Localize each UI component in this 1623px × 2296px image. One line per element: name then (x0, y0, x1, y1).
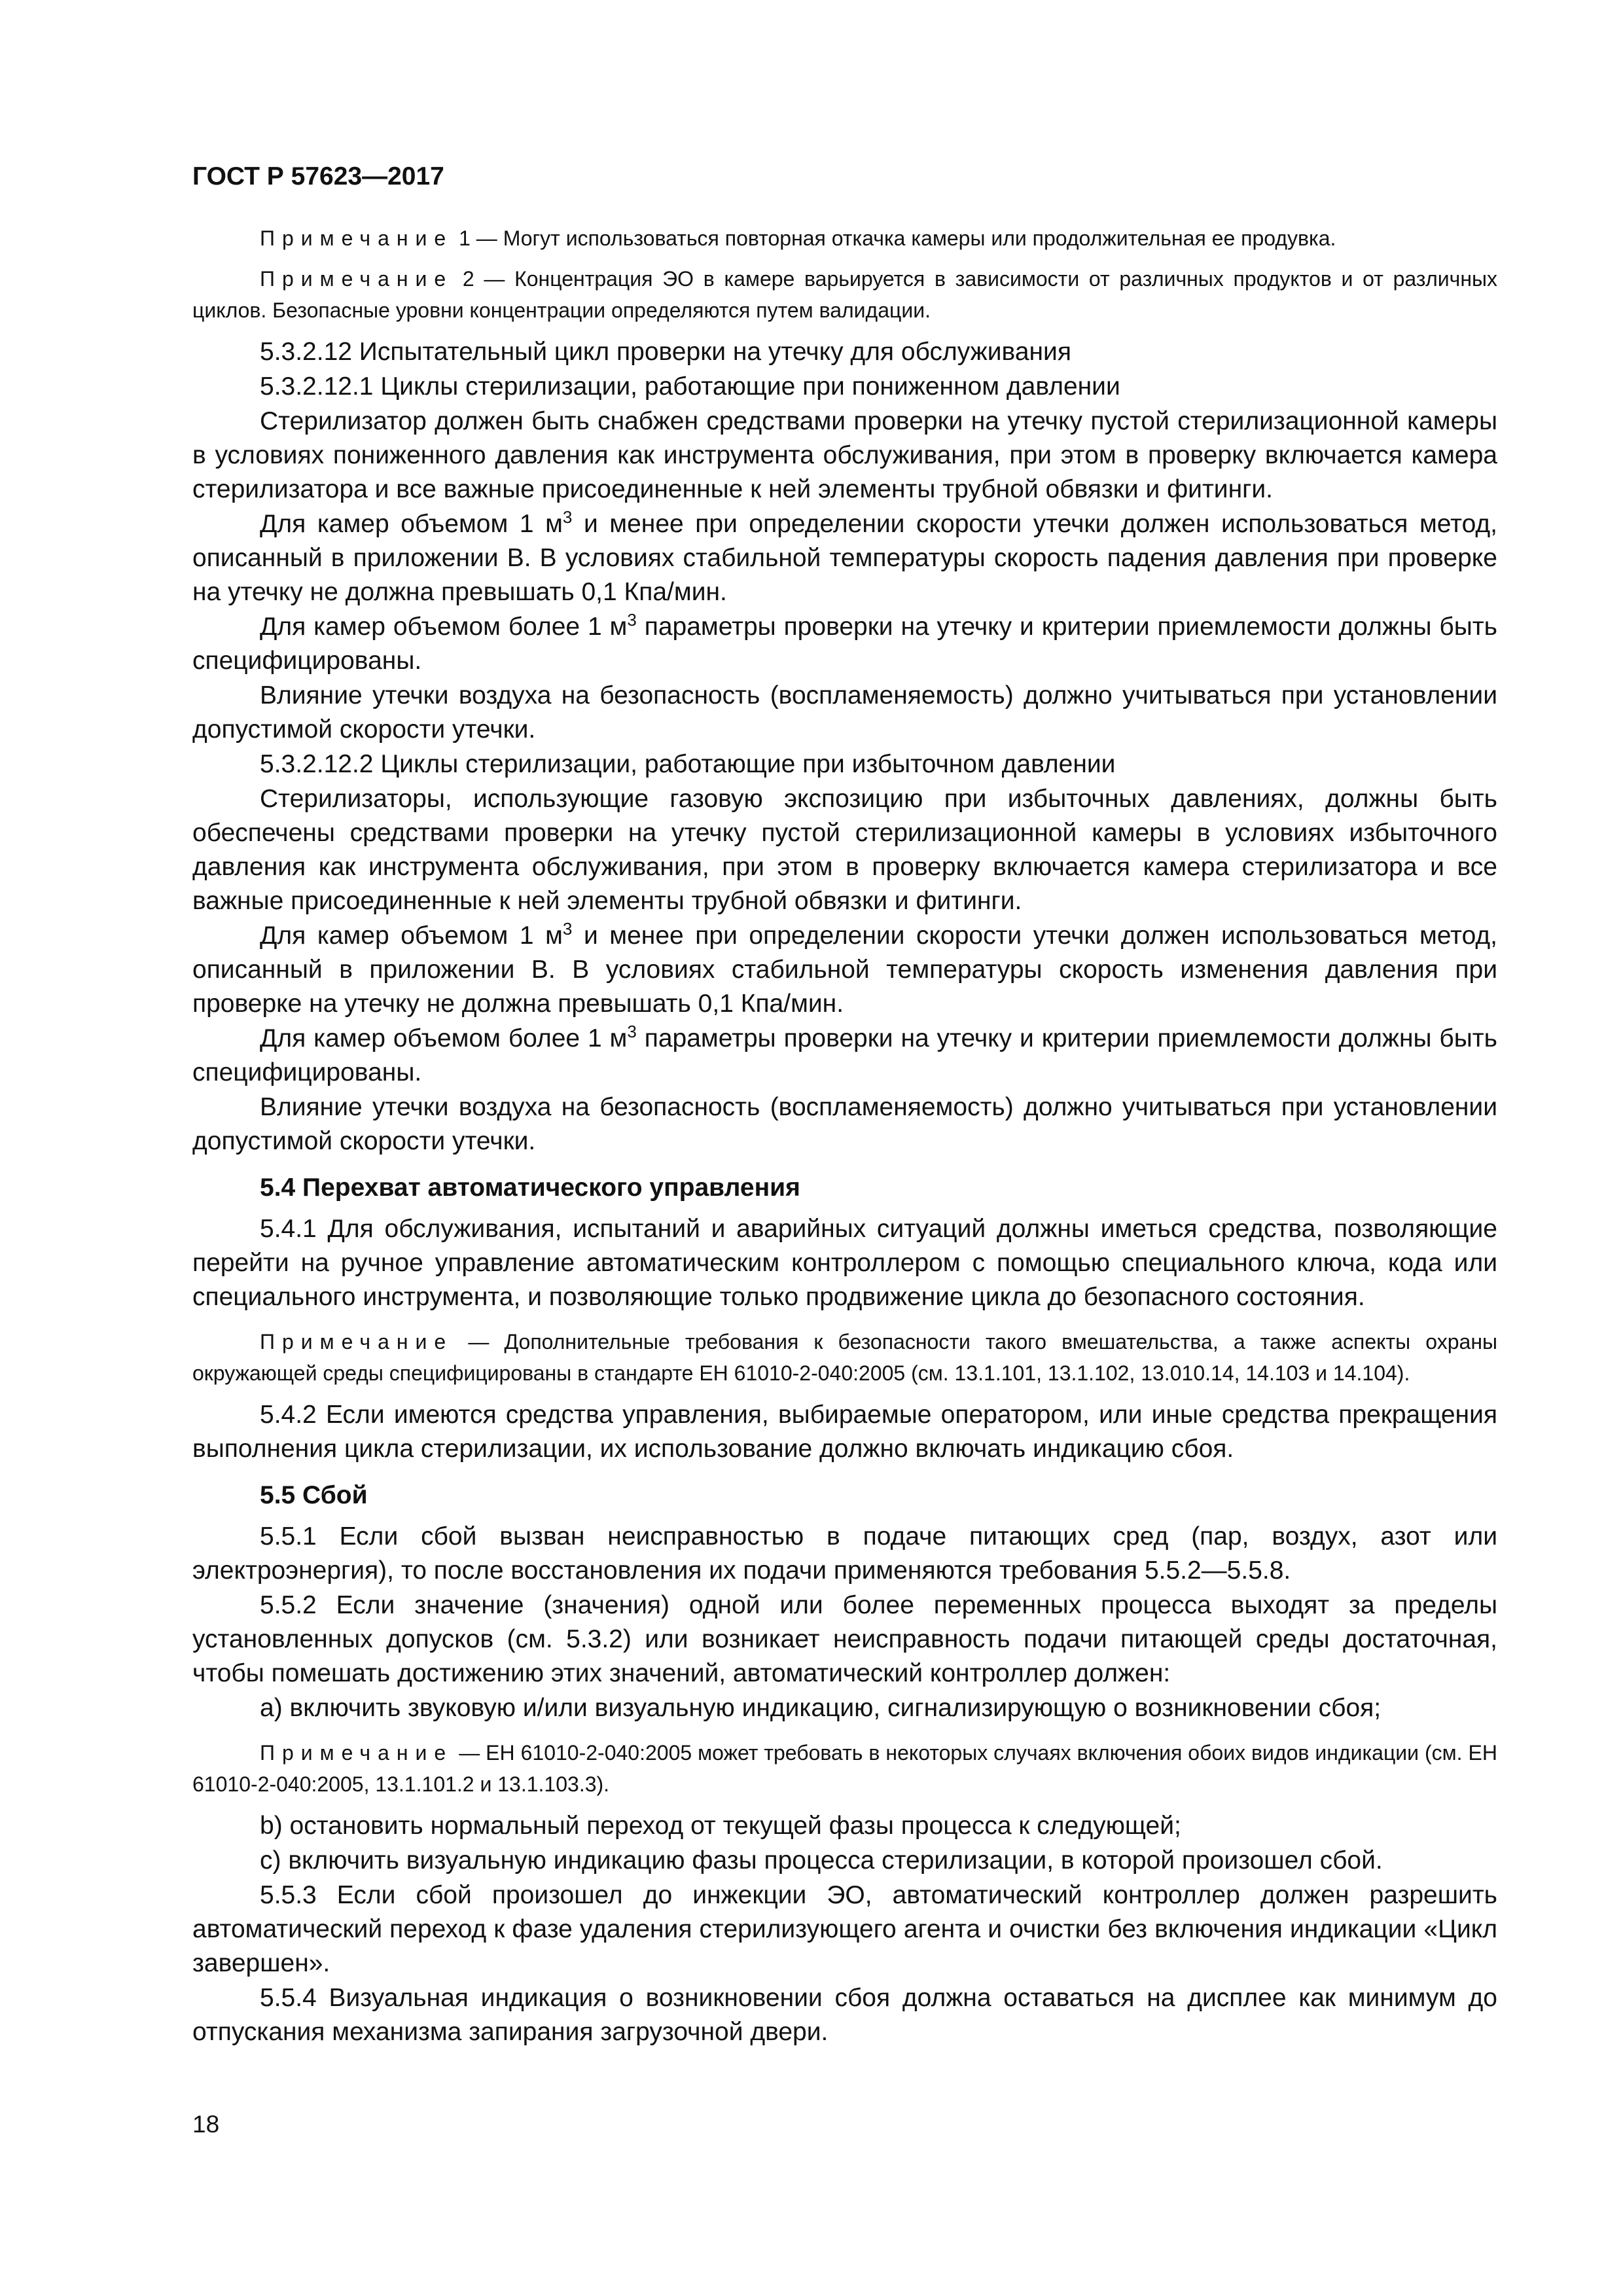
section-5-5-heading: 5.5 Сбой (260, 1481, 368, 1509)
clause-5-3-2-12-2-title: 5.3.2.12.2 Циклы стерилизации, работающие при избыточном давлении (260, 750, 1116, 778)
clause-5-5-2: 5.5.2 Если значение (значения) одной или более переменных процесса выходят за пределы установленных допусков (см. 5.3.2) или возникает неисправность подачи питающей среды достаточная, чтобы помешать достижению этих значений, автоматический контроллер должен: (192, 1591, 1497, 1687)
clause-5-4-2: 5.4.2 Если имеются средства управления, выбираемые оператором, или иные средства прекращения выполнения цикла стерилизации, их использование должно включать индикацию сбоя. (192, 1401, 1497, 1463)
note-5-4 (192, 1326, 1497, 1389)
clause-5-3-2-12-2-para-4: Влияние утечки воздуха на безопасность (воспламеняемость) должно учитываться при установлении допустимой скорости утечки. (192, 1093, 1497, 1155)
clause-5-3-2-12-1-title: 5.3.2.12.1 Циклы стерилизации, работающие при пониженном давлении (260, 372, 1120, 401)
clause-5-4-1: 5.4.1 Для обслуживания, испытаний и аварийных ситуаций должны иметься средства, позволяющие перейти на ручное управление автоматическим контроллером с помощью специального ключа, кода или специального инструмента, и позволяющие только продвижение цикла до безопасного состояния. (192, 1215, 1497, 1311)
clause-5-5-1: 5.5.1 Если сбой вызван неисправностью в подаче питающих сред (пар, воздух, азот или электроэнергия), то после восстановления их подачи применяются требования 5.5.2—5.5.8. (192, 1522, 1497, 1585)
note-1 (192, 223, 1497, 254)
list-item-b: b) остановить нормальный переход от текущей фазы процесса к следующей; (260, 1812, 1181, 1840)
list-item-a: а) включить звуковую и/или визуальную индикацию, сигнализирующую о возникновении сбоя; (260, 1694, 1382, 1722)
clause-5-3-2-12-1-para-2: Для камер объемом 1 $м^3$ и менее при определении скорости утечки должен использоваться метод, описанный в приложении В. В условиях стабильной температуры скорость падения давления при проверке на утечку не должна превышать 0,1 Кпа/мин. (192, 507, 1497, 606)
note-text: 1 — Могут использоваться повторная откачка камеры или продолжительная ее продувка. (453, 226, 1336, 250)
note-2 (192, 263, 1497, 326)
list-item-c: с) включить визуальную индикацию фазы процесса стерилизации, в которой произошел сбой. (260, 1846, 1383, 1874)
page-body (192, 223, 1497, 2050)
clause-5-3-2-12-2-para-2: Для камер объемом 1 $м^3$ и менее при определении скорости утечки должен использоваться метод, описанный в приложении В. В условиях стабильной температуры скорость изменения давления при проверке на утечку не должна превышать 0,1 Кпа/мин. (192, 919, 1497, 1018)
clause-5-5-3: 5.5.3 Если сбой произошел до инжекции ЭО, автоматический контроллер должен разрешить автоматический переход к фазе удаления стерилизующего агента и очистки без включения индикации «Цикл завершен». (192, 1881, 1497, 1977)
note-5-5-text: Примечание — ЕН 61010-2-040:2005 может требовать в некоторых случаях включения обоих видов индикации (см. ЕН 61010-2-040:2005, 13.1.101.2 и 13.1.103.3). (192, 1741, 1497, 1796)
clause-5-3-2-12-2-para-3: Для камер объемом более 1 $м^3$ параметры проверки на утечку и критерии приемлемости должны быть специфицированы. (192, 1022, 1497, 1086)
clause-5-3-2-12-1-para-3: Для камер объемом более 1 $м^3$ параметры проверки на утечку и критерии приемлемости должны быть специфицированы. (192, 610, 1497, 675)
note-label: Примечание (260, 267, 454, 291)
note-5-5 (192, 1737, 1497, 1800)
note-label: Примечание (260, 1330, 454, 1354)
note-label: Примечание (260, 1741, 454, 1765)
page-number: 18 (192, 2111, 220, 2138)
clause-5-5-4: 5.5.4 Визуальная индикация о возникновении сбоя должна оставаться на дисплее как минимум до отпускания механизма запирания загрузочной двери. (192, 1984, 1497, 2046)
document-code: ГОСТ Р 57623—2017 (192, 162, 444, 190)
clause-5-3-2-12-2-para-1: Стерилизаторы, использующие газовую экспозицию при избыточных давлениях, должны быть обеспечены средствами проверки на утечку пустой стерилизационной камеры в условиях избыточного давления как инструмента обслуживания, при этом в проверку включается камера стерилизатора и все важные присоединенные к ней элементы трубной обвязки и фитинги. (192, 785, 1497, 915)
clause-5-3-2-12-title: 5.3.2.12 Испытательный цикл проверки на утечку для обслуживания (260, 338, 1071, 366)
clause-5-3-2-12-1-para-4: Влияние утечки воздуха на безопасность (воспламеняемость) должно учитываться при установлении допустимой скорости утечки. (192, 681, 1497, 744)
note-label: Примечание (260, 226, 454, 250)
note-text: 2 — Концентрация ЭО в камере варьируется в зависимости от различных продуктов и от различных циклов. Безопасные уровни концентрации определяются путем валидации. (192, 267, 1497, 322)
note-5-4-text: Примечание — Дополнительные требования к безопасности такого вмешательства, а также аспекты охраны окружающей среды специфицированы в стандарте ЕН 61010-2-040:2005 (см. 13.1.101, 13.1.102, 13.010.14, 14.103 и 14.104). (192, 1330, 1497, 1385)
section-5-4-heading: 5.4 Перехват автоматического управления (260, 1174, 800, 1202)
clause-5-3-2-12-1-para-1: Стерилизатор должен быть снабжен средствами проверки на утечку пустой стерилизационной камеры в условиях пониженного давления как инструмента обслуживания, при этом в проверку включается камера стерилизатора и все важные присоединенные к ней элементы трубной обвязки и фитинги. (192, 407, 1497, 503)
